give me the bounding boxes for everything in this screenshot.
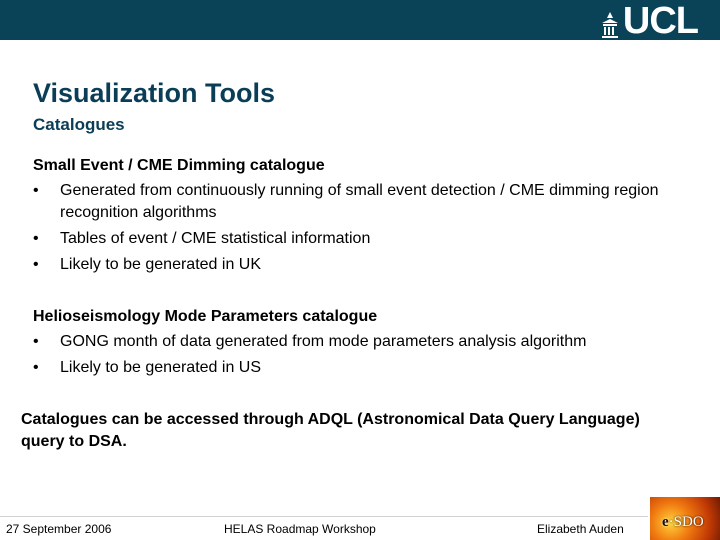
section-heading: Small Event / CME Dimming catalogue: [33, 157, 325, 174]
bullet-glyph: •: [33, 182, 39, 199]
header-bar: [0, 0, 720, 40]
portico-icon: [601, 12, 619, 38]
bullet-text: Tables of event / CME statistical information: [60, 230, 371, 247]
bullet-item: [33, 254, 693, 276]
bullet-glyph: •: [33, 359, 39, 376]
bullet-item: [33, 228, 693, 250]
bullet-item: [33, 331, 693, 353]
ucl-logo-text: UCL: [622, 0, 698, 42]
bullet-item: [33, 180, 693, 224]
slide-subtitle: Catalogues: [33, 115, 125, 134]
section-helioseismology: [33, 306, 693, 383]
esdo-logo-text: e·SDO: [662, 514, 704, 530]
bullet-glyph: •: [33, 333, 39, 350]
footer-event: HELAS Roadmap Workshop: [224, 522, 376, 536]
closing-statement: Catalogues can be accessed through ADQL (Astronomical Data Query Language) query to DSA.: [21, 411, 640, 450]
bullet-text: Likely to be generated in US: [60, 359, 262, 376]
ucl-logo: [601, 0, 698, 42]
bullet-glyph: •: [33, 256, 39, 273]
bullet-item: [33, 357, 693, 379]
bullet-glyph: •: [33, 230, 39, 247]
footer-author: Elizabeth Auden: [537, 522, 624, 536]
bullet-text: GONG month of data generated from mode parameters analysis algorithm: [60, 333, 587, 350]
section-heading: Helioseismology Mode Parameters catalogue: [33, 308, 378, 325]
bullet-text: Likely to be generated in UK: [60, 256, 262, 273]
footer-date: 27 September 2006: [6, 522, 112, 536]
bullet-text: Generated from continuously running of small event detection / CME dimming region recognition algorithms: [60, 182, 659, 221]
esdo-logo: [650, 497, 720, 540]
section-small-event: [33, 155, 693, 280]
footer-divider: [0, 516, 648, 517]
slide-title: Visualization Tools: [33, 78, 276, 108]
